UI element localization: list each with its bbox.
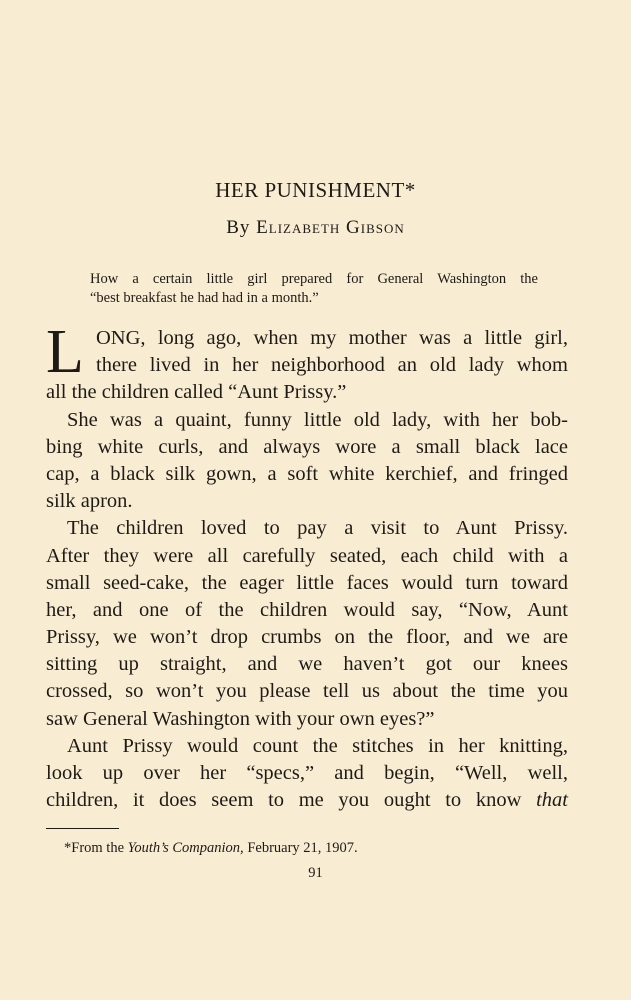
footnote-prefix: *From the	[64, 840, 125, 856]
body-line: The children loved to pay a visit to Aunt Prissy.	[67, 517, 568, 540]
byline-prefix: By	[226, 217, 251, 238]
body-line: Prissy, we won’t drop crumbs on the floor, and we are	[46, 626, 568, 649]
drop-cap: L	[46, 327, 84, 379]
body-line: there lived in her neighborhood an old lady whom	[96, 354, 568, 377]
body-line: crossed, so won’t you please tell us about the time you	[46, 680, 568, 703]
footnote-date: February 21, 1907.	[247, 840, 358, 856]
author-name: Elizabeth Gibson	[256, 217, 405, 238]
body-line: cap, a black silk gown, a soft white kerchief, and fringed	[46, 462, 568, 485]
body-line: her, and one of the children would say, “Now, Aunt	[46, 598, 568, 621]
footnote-publication: Youth’s Companion,	[127, 840, 244, 856]
body-line: ONG, long ago, when my mother was a little girl,	[96, 327, 568, 349]
body-line: saw General Washington with your own eyes?”	[46, 707, 435, 730]
body-line: silk apron.	[46, 490, 133, 513]
footnote	[64, 840, 358, 857]
body-line: look up over her “specs,” and begin, “Well, well,	[46, 762, 568, 784]
body-line: sitting up straight, and we haven’t got our knees	[46, 653, 568, 676]
body-line: She was a quaint, funny little old lady, with her bob-	[67, 408, 568, 431]
body-line: After they were all carefully seated, each child with a	[46, 544, 568, 567]
body-line: small seed-cake, the eager little faces would turn toward	[46, 571, 568, 594]
footnote-rule	[46, 828, 119, 829]
italic-word: that	[536, 789, 568, 812]
body-line-text: children, it does seem to me you ought to know	[46, 789, 522, 812]
intro-note	[90, 270, 538, 308]
intro-line: How a certain little girl prepared for General Washington the	[90, 271, 538, 287]
body-line: all the children called “Aunt Prissy.”	[46, 381, 347, 404]
body-line-final	[46, 787, 568, 814]
body-line: Aunt Prissy would count the stitches in her knitting,	[67, 734, 568, 757]
byline	[0, 217, 631, 239]
page-number: 91	[308, 865, 323, 881]
intro-line: “best breakfast he had had in a month.”	[90, 290, 319, 306]
story-body	[46, 325, 568, 814]
story-title: HER PUNISHMENT*	[215, 178, 416, 202]
body-line: bing white curls, and always wore a small black lace	[46, 435, 568, 458]
